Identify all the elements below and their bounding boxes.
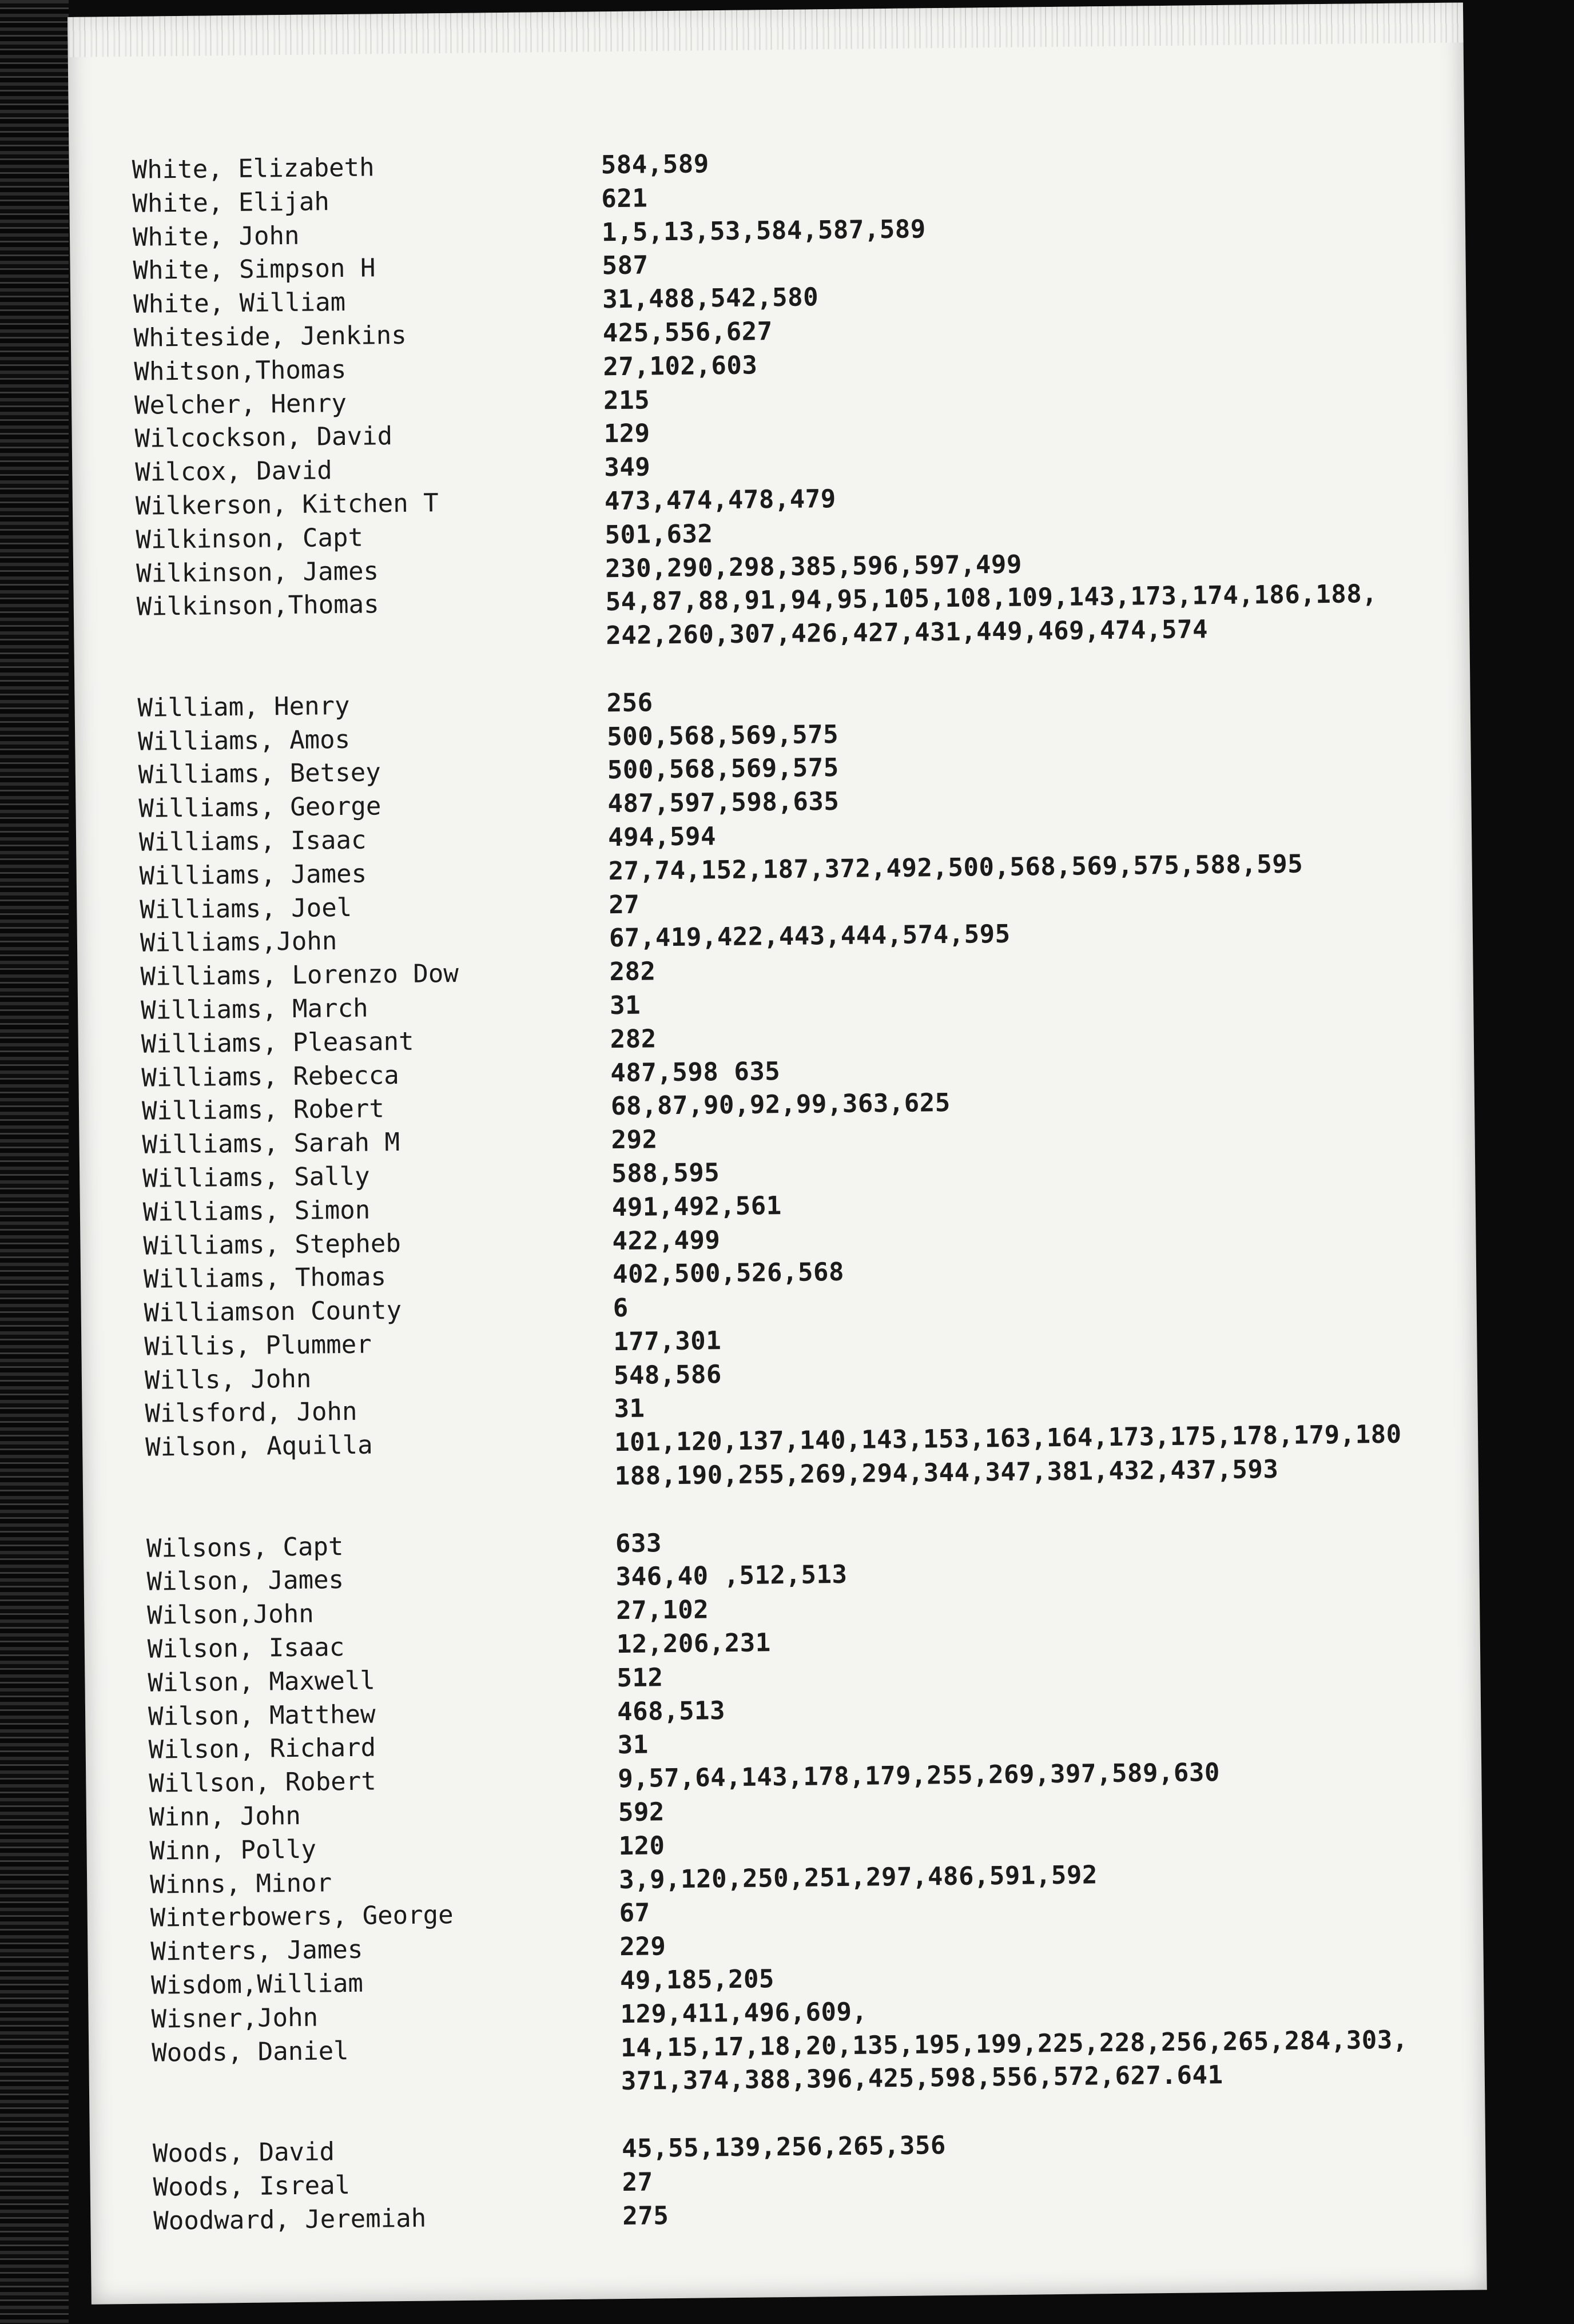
entry-pages: 12,206,231	[616, 1628, 772, 1660]
entry-name: Willson, Robert	[149, 1766, 376, 1798]
entry-name: Wisner,John	[151, 2003, 319, 2034]
entry-pages: 54,87,88,91,94,95,105,108,109,143,173,174,186,188,	[605, 579, 1378, 617]
entry-pages: 101,120,137,140,143,153,163,164,173,175,178,179,180	[614, 1419, 1402, 1458]
entry-name: White, Simpson H	[133, 253, 376, 286]
entry-name: Winn, Polly	[149, 1834, 317, 1866]
entry-name: Williams, Joel	[140, 893, 352, 925]
entry-name: Wilsons, Capt	[146, 1531, 344, 1563]
entry-pages: 500,568,569,575	[607, 753, 839, 785]
entry-pages: 3,9,120,250,251,297,486,591,592	[618, 1860, 1098, 1895]
entry-pages: 129,411,496,609,	[620, 1997, 868, 2029]
entry-name: Wilson, Maxwell	[148, 1666, 376, 1698]
entry-pages: 487,597,598,635	[607, 787, 840, 819]
scan-left-edge	[0, 0, 69, 2324]
entry-name: Williams, Pleasant	[141, 1026, 414, 1059]
entry-name: Williams, Sarah M	[142, 1128, 400, 1160]
entry-name: White, Elijah	[132, 187, 330, 218]
entry-pages: 9,57,64,143,178,179,255,269,397,589,630	[618, 1758, 1221, 1794]
entry-pages: 6	[613, 1293, 629, 1323]
entry-name: Williams,John	[140, 926, 337, 958]
entry-pages: 27,102	[615, 1595, 709, 1626]
entry-pages: 292	[611, 1125, 658, 1155]
entry-pages: 45,55,139,256,265,356	[621, 2131, 947, 2164]
entry-pages: 31	[609, 990, 641, 1021]
entry-pages: 491,492,561	[611, 1191, 782, 1222]
entry-pages: 422,499	[612, 1225, 721, 1256]
entry-pages: 215	[603, 385, 650, 415]
entry-name: Whiteside, Jenkins	[133, 320, 407, 353]
entry-name: Wisdom,William	[150, 1968, 364, 2000]
entry-pages: 349	[604, 452, 651, 483]
entry-name	[152, 2090, 621, 2095]
entry-pages: 282	[610, 1024, 657, 1054]
entry-pages: 500,568,569,575	[606, 719, 839, 751]
entry-pages: 592	[618, 1797, 665, 1828]
entry-pages: 473,474,478,479	[604, 484, 837, 516]
entry-name: White, John	[132, 221, 300, 252]
entry-name: Woods, Daniel	[152, 2036, 349, 2068]
entry-pages: 487,598 635	[610, 1056, 781, 1088]
entry-pages: 230,290,298,385,596,597,499	[605, 550, 1023, 583]
entry-name: Wilson, Isaac	[147, 1633, 345, 1664]
entry-name: Wilson, James	[146, 1565, 344, 1597]
entry-name: Winterbowers, George	[150, 1900, 454, 1933]
entry-name: White, William	[133, 288, 346, 320]
entry-name: Willis, Plummer	[144, 1330, 372, 1362]
entry-name	[137, 644, 606, 649]
entry-name: William, Henry	[137, 691, 350, 723]
entry-name: Wilcox, David	[135, 456, 332, 487]
entry-pages: 633	[615, 1528, 662, 1558]
entry-name: Williams, Rebecca	[141, 1060, 400, 1093]
entry-name: Williams, Amos	[138, 725, 351, 757]
index-list	[132, 140, 1458, 2238]
entry-pages: 67,419,422,443,444,574,595	[609, 920, 1011, 953]
entry-pages: 31	[614, 1394, 645, 1424]
entry-name: White, Elizabeth	[132, 153, 375, 185]
entry-pages: 68,87,90,92,99,363,625	[610, 1088, 951, 1121]
entry-name: Wilkinson, Capt	[136, 523, 364, 555]
entry-name: Woodward, Jeremiah	[153, 2203, 427, 2236]
entry-pages: 584,589	[601, 149, 709, 180]
entry-name: Wilson, Richard	[148, 1733, 376, 1765]
entry-name: Williams, Thomas	[143, 1262, 387, 1295]
entry-name: Williams, James	[139, 859, 367, 891]
entry-pages: 27	[622, 2167, 653, 2197]
entry-pages: 67	[619, 1898, 651, 1928]
entry-name: Wilson, Aquilla	[145, 1430, 373, 1462]
entry-pages: 31,488,542,580	[602, 282, 819, 315]
entry-name: Williams, George	[138, 791, 381, 823]
entry-pages: 120	[618, 1831, 665, 1861]
entry-pages: 548,586	[613, 1359, 722, 1390]
entry-pages: 229	[619, 1932, 666, 1962]
entry-name: Wilsford, John	[145, 1397, 357, 1429]
entry-pages: 27	[609, 890, 640, 920]
entry-name: Whitson,Thomas	[134, 355, 347, 387]
entry-name: Williams, Lorenzo Dow	[140, 959, 459, 992]
entry-name: Winters, James	[150, 1935, 363, 1967]
entry-name: Winn, John	[149, 1801, 301, 1832]
entry-pages: 402,500,526,568	[612, 1257, 845, 1290]
entry-name: Williams, Betsey	[138, 758, 381, 790]
entry-pages: 275	[622, 2200, 669, 2231]
entry-name: Williams, Sally	[142, 1161, 370, 1193]
entry-name: Williamson County	[144, 1296, 402, 1328]
entry-pages: 49,185,205	[619, 1964, 775, 1996]
entry-name: Winns, Minor	[149, 1868, 332, 1900]
entry-pages: 588,595	[611, 1158, 720, 1189]
entry-pages: 1,5,13,53,584,587,589	[601, 214, 927, 247]
entry-name: Woods, Isreal	[153, 2170, 351, 2202]
entry-name: Wilkinson, James	[136, 556, 379, 588]
entry-pages: 256	[606, 688, 653, 718]
entry-pages: 27,74,152,187,372,492,500,568,569,575,588,595	[608, 849, 1303, 886]
scan-noise-band	[67, 2, 1464, 57]
entry-pages: 177,301	[613, 1326, 722, 1357]
entry-name: Williams, Robert	[141, 1094, 385, 1127]
entry-name: Wilkinson,Thomas	[136, 590, 379, 622]
entry-pages: 14,15,17,18,20,135,195,199,225,228,256,265,284,303,	[620, 2025, 1408, 2063]
document-page	[67, 2, 1487, 2304]
entry-name: Wilson, Matthew	[148, 1700, 376, 1732]
entry-pages: 129	[603, 419, 650, 449]
entry-name: Williams, Stepheb	[143, 1228, 402, 1261]
entry-pages: 512	[617, 1663, 663, 1693]
entry-pages: 282	[609, 957, 656, 987]
entry-name	[146, 1485, 615, 1490]
entry-name: Williams, March	[140, 993, 368, 1025]
entry-pages: 242,260,307,426,427,431,449,469,474,574	[606, 615, 1209, 651]
entry-name: Woods, David	[152, 2137, 335, 2168]
entry-name: Welcher, Henry	[134, 388, 347, 420]
entry-name: Wilcockson, David	[134, 421, 393, 454]
entry-name: Williams, Isaac	[138, 825, 367, 857]
entry-name: Wilson,John	[147, 1599, 314, 1630]
entry-name: Wills, John	[144, 1364, 312, 1395]
entry-pages: 587	[602, 250, 649, 281]
entry-pages: 346,40 ,512,513	[615, 1560, 848, 1592]
entry-name: Williams, Simon	[142, 1195, 371, 1227]
entry-pages: 494,594	[607, 822, 717, 853]
entry-pages: 371,374,388,396,425,598,556,572,627.641	[621, 2060, 1223, 2096]
entry-pages: 468,513	[617, 1696, 726, 1726]
entry-pages: 501,632	[605, 519, 713, 550]
entry-pages: 188,190,255,269,294,344,347,381,432,437,593	[614, 1455, 1279, 1491]
entry-pages: 621	[601, 184, 648, 214]
entry-pages: 31	[617, 1730, 649, 1760]
entry-name: Wilkerson, Kitchen T	[135, 488, 439, 521]
entry-pages: 425,556,627	[602, 317, 773, 348]
entry-pages: 27,102,603	[603, 351, 758, 382]
